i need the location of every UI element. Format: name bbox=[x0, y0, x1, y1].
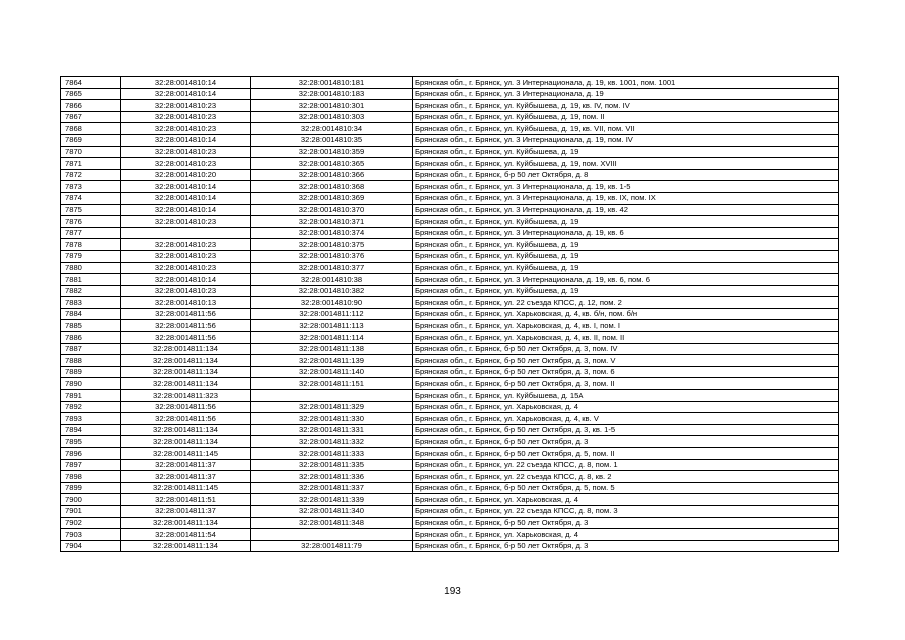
row-number-cell: 7903 bbox=[61, 529, 121, 541]
table-row bbox=[61, 378, 839, 390]
table-row bbox=[61, 401, 839, 413]
address-cell: Брянская обл., г. Брянск, б-р 50 лет Октября, д. 3, пом. II bbox=[413, 378, 839, 390]
row-number-cell: 7870 bbox=[61, 146, 121, 158]
address-cell: Брянская обл., г. Брянск, ул. 3 Интернационала, д. 19, кв. 6 bbox=[413, 227, 839, 239]
address-cell: Брянская обл., г. Брянск, б-р 50 лет Октября, д. 3, кв. 1-5 bbox=[413, 424, 839, 436]
table-row bbox=[61, 250, 839, 262]
address-cell: Брянская обл., г. Брянск, ул. 3 Интернационала, д. 19, пом. IV bbox=[413, 134, 839, 146]
parcel-cadastral-number-cell: 32:28:0014811:134 bbox=[121, 436, 251, 448]
parcel-cadastral-number-cell: 32:28:0014810:23 bbox=[121, 111, 251, 123]
table-row bbox=[61, 540, 839, 552]
object-cadastral-number-cell: 32:28:0014811:333 bbox=[251, 448, 413, 460]
object-cadastral-number-cell: 32:28:0014811:336 bbox=[251, 471, 413, 483]
row-number-cell: 7884 bbox=[61, 308, 121, 320]
table-row bbox=[61, 320, 839, 332]
object-cadastral-number-cell: 32:28:0014811:339 bbox=[251, 494, 413, 506]
object-cadastral-number-cell bbox=[251, 529, 413, 541]
address-cell: Брянская обл., г. Брянск, ул. 3 Интернационала, д. 19, кв. 42 bbox=[413, 204, 839, 216]
parcel-cadastral-number-cell: 32:28:0014810:23 bbox=[121, 123, 251, 135]
parcel-cadastral-number-cell bbox=[121, 227, 251, 239]
parcel-cadastral-number-cell: 32:28:0014811:134 bbox=[121, 366, 251, 378]
object-cadastral-number-cell: 32:28:0014811:337 bbox=[251, 482, 413, 494]
object-cadastral-number-cell: 32:28:0014810:374 bbox=[251, 227, 413, 239]
parcel-cadastral-number-cell: 32:28:0014810:14 bbox=[121, 192, 251, 204]
address-cell: Брянская обл., г. Брянск, б-р 50 лет Октября, д. 3 bbox=[413, 436, 839, 448]
parcel-cadastral-number-cell: 32:28:0014811:37 bbox=[121, 471, 251, 483]
parcel-cadastral-number-cell: 32:28:0014810:13 bbox=[121, 297, 251, 309]
object-cadastral-number-cell: 32:28:0014810:377 bbox=[251, 262, 413, 274]
table-row bbox=[61, 505, 839, 517]
table-row bbox=[61, 216, 839, 228]
row-number-cell: 7865 bbox=[61, 88, 121, 100]
table-row bbox=[61, 529, 839, 541]
table-row bbox=[61, 181, 839, 193]
object-cadastral-number-cell: 32:28:0014811:138 bbox=[251, 343, 413, 355]
row-number-cell: 7889 bbox=[61, 366, 121, 378]
object-cadastral-number-cell: 32:28:0014810:382 bbox=[251, 285, 413, 297]
table-row bbox=[61, 274, 839, 286]
address-cell: Брянская обл., г. Брянск, ул. 22 съезда КПСС, д. 8, пом. 3 bbox=[413, 505, 839, 517]
parcel-cadastral-number-cell: 32:28:0014810:23 bbox=[121, 250, 251, 262]
parcel-cadastral-number-cell: 32:28:0014811:56 bbox=[121, 413, 251, 425]
object-cadastral-number-cell: 32:28:0014811:348 bbox=[251, 517, 413, 529]
table-row bbox=[61, 146, 839, 158]
row-number-cell: 7893 bbox=[61, 413, 121, 425]
row-number-cell: 7896 bbox=[61, 448, 121, 460]
object-cadastral-number-cell: 32:28:0014811:114 bbox=[251, 332, 413, 344]
parcel-cadastral-number-cell: 32:28:0014810:23 bbox=[121, 146, 251, 158]
table-row bbox=[61, 262, 839, 274]
row-number-cell: 7897 bbox=[61, 459, 121, 471]
table-row bbox=[61, 413, 839, 425]
address-cell: Брянская обл., г. Брянск, ул. Харьковская, д. 4, кв. V bbox=[413, 413, 839, 425]
row-number-cell: 7895 bbox=[61, 436, 121, 448]
object-cadastral-number-cell: 32:28:0014810:371 bbox=[251, 216, 413, 228]
row-number-cell: 7887 bbox=[61, 343, 121, 355]
address-cell: Брянская обл., г. Брянск, ул. Харьковская, д. 4, кв. I, пом. I bbox=[413, 320, 839, 332]
row-number-cell: 7875 bbox=[61, 204, 121, 216]
address-cell: Брянская обл., г. Брянск, б-р 50 лет Октября, д. 3, пом. V bbox=[413, 355, 839, 367]
parcel-cadastral-number-cell: 32:28:0014810:14 bbox=[121, 88, 251, 100]
parcel-cadastral-number-cell: 32:28:0014811:56 bbox=[121, 320, 251, 332]
object-cadastral-number-cell bbox=[251, 390, 413, 402]
parcel-cadastral-number-cell: 32:28:0014811:51 bbox=[121, 494, 251, 506]
table-row bbox=[61, 517, 839, 529]
object-cadastral-number-cell: 32:28:0014810:183 bbox=[251, 88, 413, 100]
address-cell: Брянская обл., г. Брянск, ул. Харьковская, д. 4, кв. II, пом. II bbox=[413, 332, 839, 344]
row-number-cell: 7900 bbox=[61, 494, 121, 506]
object-cadastral-number-cell: 32:28:0014811:151 bbox=[251, 378, 413, 390]
parcel-cadastral-number-cell: 32:28:0014811:134 bbox=[121, 517, 251, 529]
address-cell: Брянская обл., г. Брянск, ул. 3 Интернационала, д. 19 bbox=[413, 88, 839, 100]
object-cadastral-number-cell: 32:28:0014810:370 bbox=[251, 204, 413, 216]
address-cell: Брянская обл., г. Брянск, ул. Куйбышева, д. 19, кв. IV, пом. IV bbox=[413, 100, 839, 112]
object-cadastral-number-cell: 32:28:0014811:140 bbox=[251, 366, 413, 378]
row-number-cell: 7869 bbox=[61, 134, 121, 146]
parcel-cadastral-number-cell: 32:28:0014810:14 bbox=[121, 77, 251, 89]
table-row bbox=[61, 285, 839, 297]
object-cadastral-number-cell: 32:28:0014811:113 bbox=[251, 320, 413, 332]
row-number-cell: 7904 bbox=[61, 540, 121, 552]
table-row bbox=[61, 192, 839, 204]
parcel-cadastral-number-cell: 32:28:0014811:56 bbox=[121, 401, 251, 413]
parcel-cadastral-number-cell: 32:28:0014810:23 bbox=[121, 100, 251, 112]
row-number-cell: 7885 bbox=[61, 320, 121, 332]
parcel-cadastral-number-cell: 32:28:0014810:23 bbox=[121, 158, 251, 170]
row-number-cell: 7890 bbox=[61, 378, 121, 390]
address-cell: Брянская обл., г. Брянск, ул. Куйбышева, д. 19, кв. VII, пом. VII bbox=[413, 123, 839, 135]
object-cadastral-number-cell: 32:28:0014810:369 bbox=[251, 192, 413, 204]
object-cadastral-number-cell: 32:28:0014811:112 bbox=[251, 308, 413, 320]
address-cell: Брянская обл., г. Брянск, ул. Харьковская, д. 4 bbox=[413, 401, 839, 413]
address-cell: Брянская обл., г. Брянск, ул. Куйбышева, д. 15А bbox=[413, 390, 839, 402]
object-cadastral-number-cell: 32:28:0014810:365 bbox=[251, 158, 413, 170]
address-cell: Брянская обл., г. Брянск, ул. Куйбышева, д. 19 bbox=[413, 216, 839, 228]
parcel-cadastral-number-cell: 32:28:0014810:23 bbox=[121, 239, 251, 251]
row-number-cell: 7877 bbox=[61, 227, 121, 239]
object-cadastral-number-cell: 32:28:0014810:359 bbox=[251, 146, 413, 158]
parcel-cadastral-number-cell: 32:28:0014810:23 bbox=[121, 262, 251, 274]
parcel-cadastral-number-cell: 32:28:0014811:56 bbox=[121, 332, 251, 344]
object-cadastral-number-cell: 32:28:0014810:376 bbox=[251, 250, 413, 262]
row-number-cell: 7882 bbox=[61, 285, 121, 297]
row-number-cell: 7891 bbox=[61, 390, 121, 402]
address-cell: Брянская обл., г. Брянск, ул. 3 Интернационала, д. 19, кв. 6, пом. 6 bbox=[413, 274, 839, 286]
row-number-cell: 7873 bbox=[61, 181, 121, 193]
document-table-body bbox=[61, 77, 839, 552]
address-cell: Брянская обл., г. Брянск, ул. Куйбышева, д. 19 bbox=[413, 146, 839, 158]
object-cadastral-number-cell: 32:28:0014811:335 bbox=[251, 459, 413, 471]
table-row bbox=[61, 332, 839, 344]
object-cadastral-number-cell: 32:28:0014810:90 bbox=[251, 297, 413, 309]
table-row bbox=[61, 366, 839, 378]
table-row bbox=[61, 448, 839, 460]
table-row bbox=[61, 471, 839, 483]
address-cell: Брянская обл., г. Брянск, ул. Куйбышева, д. 19, пом. II bbox=[413, 111, 839, 123]
table-row bbox=[61, 424, 839, 436]
address-cell: Брянская обл., г. Брянск, ул. Куйбышева, д. 19 bbox=[413, 239, 839, 251]
row-number-cell: 7886 bbox=[61, 332, 121, 344]
address-cell: Брянская обл., г. Брянск, б-р 50 лет Октября, д. 5, пом. 5 bbox=[413, 482, 839, 494]
row-number-cell: 7883 bbox=[61, 297, 121, 309]
address-cell: Брянская обл., г. Брянск, б-р 50 лет Октября, д. 3, пом. IV bbox=[413, 343, 839, 355]
table-row bbox=[61, 123, 839, 135]
row-number-cell: 7901 bbox=[61, 505, 121, 517]
table-row bbox=[61, 100, 839, 112]
object-cadastral-number-cell: 32:28:0014810:303 bbox=[251, 111, 413, 123]
address-cell: Брянская обл., г. Брянск, ул. 3 Интернационала, д. 19, кв. IX, пом. IX bbox=[413, 192, 839, 204]
row-number-cell: 7898 bbox=[61, 471, 121, 483]
parcel-cadastral-number-cell: 32:28:0014811:145 bbox=[121, 482, 251, 494]
table-row bbox=[61, 227, 839, 239]
object-cadastral-number-cell: 32:28:0014811:330 bbox=[251, 413, 413, 425]
parcel-cadastral-number-cell: 32:28:0014810:14 bbox=[121, 181, 251, 193]
parcel-cadastral-number-cell: 32:28:0014811:134 bbox=[121, 424, 251, 436]
table-row bbox=[61, 343, 839, 355]
table-row bbox=[61, 308, 839, 320]
row-number-cell: 7867 bbox=[61, 111, 121, 123]
object-cadastral-number-cell: 32:28:0014811:332 bbox=[251, 436, 413, 448]
address-cell: Брянская обл., г. Брянск, ул. 22 съезда КПСС, д. 8, пом. 1 bbox=[413, 459, 839, 471]
parcel-cadastral-number-cell: 32:28:0014810:23 bbox=[121, 285, 251, 297]
object-cadastral-number-cell: 32:28:0014811:329 bbox=[251, 401, 413, 413]
row-number-cell: 7879 bbox=[61, 250, 121, 262]
object-cadastral-number-cell: 32:28:0014811:139 bbox=[251, 355, 413, 367]
address-cell: Брянская обл., г. Брянск, б-р 50 лет Октября, д. 5, пом. II bbox=[413, 448, 839, 460]
address-cell: Брянская обл., г. Брянск, ул. 3 Интернационала, д. 19, кв. 1-5 bbox=[413, 181, 839, 193]
row-number-cell: 7872 bbox=[61, 169, 121, 181]
parcel-cadastral-number-cell: 32:28:0014811:54 bbox=[121, 529, 251, 541]
parcel-cadastral-number-cell: 32:28:0014811:323 bbox=[121, 390, 251, 402]
table-row bbox=[61, 482, 839, 494]
table-row bbox=[61, 355, 839, 367]
object-cadastral-number-cell: 32:28:0014810:38 bbox=[251, 274, 413, 286]
address-cell: Брянская обл., г. Брянск, ул. Харьковская, д. 4, кв. б/н, пом. б/н bbox=[413, 308, 839, 320]
row-number-cell: 7881 bbox=[61, 274, 121, 286]
object-cadastral-number-cell: 32:28:0014811:331 bbox=[251, 424, 413, 436]
parcel-cadastral-number-cell: 32:28:0014810:20 bbox=[121, 169, 251, 181]
document-table bbox=[60, 76, 839, 552]
object-cadastral-number-cell: 32:28:0014811:340 bbox=[251, 505, 413, 517]
row-number-cell: 7894 bbox=[61, 424, 121, 436]
row-number-cell: 7888 bbox=[61, 355, 121, 367]
table-row bbox=[61, 297, 839, 309]
address-cell: Брянская обл., г. Брянск, ул. Харьковская, д. 4 bbox=[413, 529, 839, 541]
table-row bbox=[61, 77, 839, 89]
parcel-cadastral-number-cell: 32:28:0014811:134 bbox=[121, 378, 251, 390]
address-cell: Брянская обл., г. Брянск, ул. Куйбышева, д. 19 bbox=[413, 262, 839, 274]
parcel-cadastral-number-cell: 32:28:0014811:37 bbox=[121, 505, 251, 517]
address-cell: Брянская обл., г. Брянск, ул. 22 съезда КПСС, д. 8, кв. 2 bbox=[413, 471, 839, 483]
address-cell: Брянская обл., г. Брянск, ул. Куйбышева, д. 19 bbox=[413, 285, 839, 297]
table-row bbox=[61, 436, 839, 448]
object-cadastral-number-cell: 32:28:0014811:79 bbox=[251, 540, 413, 552]
object-cadastral-number-cell: 32:28:0014810:375 bbox=[251, 239, 413, 251]
object-cadastral-number-cell: 32:28:0014810:35 bbox=[251, 134, 413, 146]
parcel-cadastral-number-cell: 32:28:0014810:14 bbox=[121, 204, 251, 216]
address-cell: Брянская обл., г. Брянск, б-р 50 лет Октября, д. 3 bbox=[413, 540, 839, 552]
row-number-cell: 7864 bbox=[61, 77, 121, 89]
address-cell: Брянская обл., г. Брянск, ул. 3 Интернационала, д. 19, кв. 1001, пом. 1001 bbox=[413, 77, 839, 89]
table-row bbox=[61, 459, 839, 471]
parcel-cadastral-number-cell: 32:28:0014810:14 bbox=[121, 274, 251, 286]
address-cell: Брянская обл., г. Брянск, ул. 22 съезда КПСС, д. 12, пом. 2 bbox=[413, 297, 839, 309]
table-row bbox=[61, 494, 839, 506]
row-number-cell: 7874 bbox=[61, 192, 121, 204]
parcel-cadastral-number-cell: 32:28:0014811:37 bbox=[121, 459, 251, 471]
row-number-cell: 7866 bbox=[61, 100, 121, 112]
table-row bbox=[61, 88, 839, 100]
parcel-cadastral-number-cell: 32:28:0014811:56 bbox=[121, 308, 251, 320]
address-cell: Брянская обл., г. Брянск, б-р 50 лет Октября, д. 3 bbox=[413, 517, 839, 529]
row-number-cell: 7902 bbox=[61, 517, 121, 529]
table-row bbox=[61, 134, 839, 146]
row-number-cell: 7899 bbox=[61, 482, 121, 494]
object-cadastral-number-cell: 32:28:0014810:368 bbox=[251, 181, 413, 193]
object-cadastral-number-cell: 32:28:0014810:366 bbox=[251, 169, 413, 181]
row-number-cell: 7868 bbox=[61, 123, 121, 135]
page-number: 193 bbox=[444, 586, 461, 597]
parcel-cadastral-number-cell: 32:28:0014811:134 bbox=[121, 343, 251, 355]
parcel-cadastral-number-cell: 32:28:0014810:23 bbox=[121, 216, 251, 228]
row-number-cell: 7880 bbox=[61, 262, 121, 274]
table-row bbox=[61, 158, 839, 170]
object-cadastral-number-cell: 32:28:0014810:181 bbox=[251, 77, 413, 89]
address-cell: Брянская обл., г. Брянск, ул. Куйбышева, д. 19 bbox=[413, 250, 839, 262]
address-cell: Брянская обл., г. Брянск, ул. Харьковская, д. 4 bbox=[413, 494, 839, 506]
address-cell: Брянская обл., г. Брянск, б-р 50 лет Октября, д. 8 bbox=[413, 169, 839, 181]
row-number-cell: 7878 bbox=[61, 239, 121, 251]
row-number-cell: 7871 bbox=[61, 158, 121, 170]
table-row bbox=[61, 169, 839, 181]
address-cell: Брянская обл., г. Брянск, б-р 50 лет Октября, д. 3, пом. 6 bbox=[413, 366, 839, 378]
parcel-cadastral-number-cell: 32:28:0014811:134 bbox=[121, 540, 251, 552]
row-number-cell: 7876 bbox=[61, 216, 121, 228]
object-cadastral-number-cell: 32:28:0014810:301 bbox=[251, 100, 413, 112]
table-row bbox=[61, 390, 839, 402]
object-cadastral-number-cell: 32:28:0014810:34 bbox=[251, 123, 413, 135]
table-row bbox=[61, 239, 839, 251]
table-row bbox=[61, 111, 839, 123]
table-row bbox=[61, 204, 839, 216]
row-number-cell: 7892 bbox=[61, 401, 121, 413]
parcel-cadastral-number-cell: 32:28:0014810:14 bbox=[121, 134, 251, 146]
parcel-cadastral-number-cell: 32:28:0014811:134 bbox=[121, 355, 251, 367]
address-cell: Брянская обл., г. Брянск, ул. Куйбышева, д. 19, пом. XVIII bbox=[413, 158, 839, 170]
parcel-cadastral-number-cell: 32:28:0014811:145 bbox=[121, 448, 251, 460]
